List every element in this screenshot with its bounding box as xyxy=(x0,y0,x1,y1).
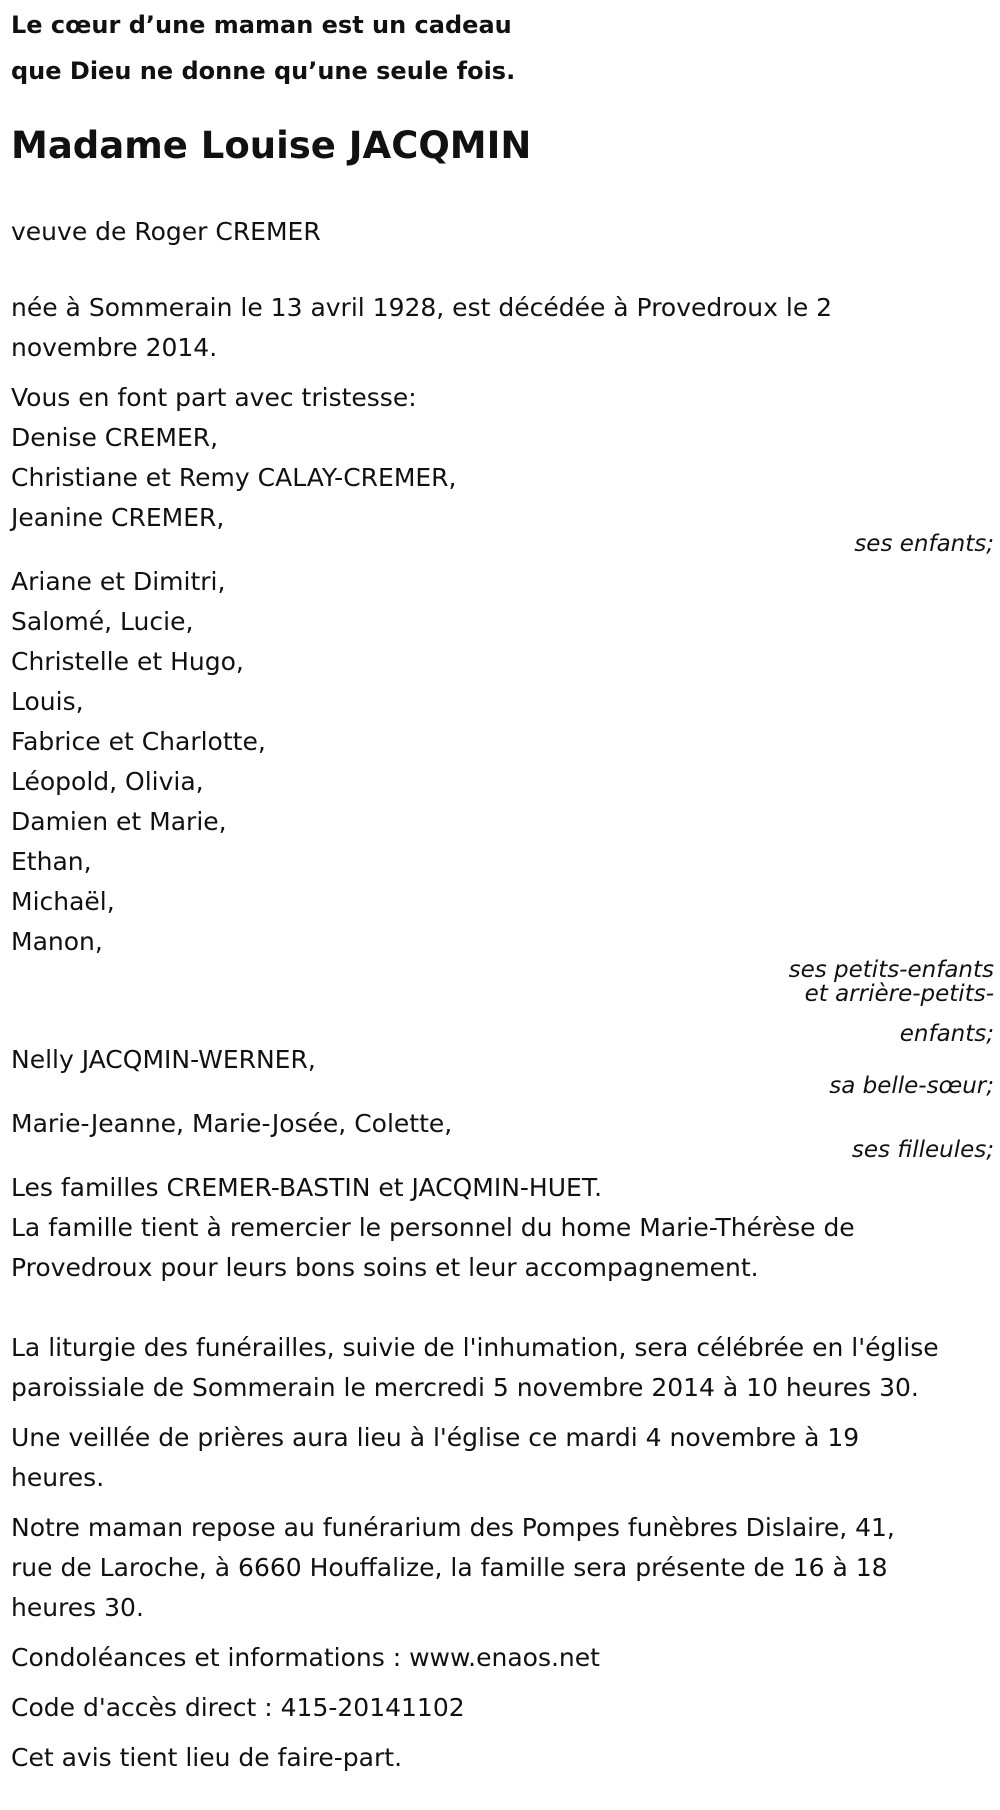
thanks-line: Provedroux pour leurs bons soins et leur accompagnement. xyxy=(11,1253,759,1282)
vigil-line: heures. xyxy=(11,1463,105,1492)
sister-in-law-line: Nelly JACQMIN-WERNER, xyxy=(11,1045,316,1074)
liturgy-line: La liturgie des funérailles, suivie de l'inhumation, sera célébrée en l'église xyxy=(11,1333,939,1362)
goddaughters-line: Marie-Jeanne, Marie-Josée, Colette, xyxy=(11,1109,453,1138)
goddaughters-label: ses filleules; xyxy=(851,1137,994,1163)
birth-death-statement xyxy=(11,288,996,368)
funeral-home-line: heures 30. xyxy=(11,1593,144,1622)
list-item: Christelle et Hugo, xyxy=(11,647,244,676)
funeral-home-paragraph xyxy=(11,1508,996,1628)
sister-in-law-label: sa belle-sœur; xyxy=(829,1073,994,1099)
thanks-paragraph xyxy=(11,1208,996,1288)
list-item: Jeanine CREMER, xyxy=(11,503,225,532)
obituary-notice xyxy=(11,0,996,1778)
grandchildren-label-line: enfants; xyxy=(899,1021,994,1047)
list-item: Léopold, Olivia, xyxy=(11,767,204,796)
grandchildren-label xyxy=(11,957,994,1047)
grandchildren-label-line: et arrière-petits- xyxy=(804,981,994,1007)
vigil-paragraph xyxy=(11,1418,996,1498)
list-item: Denise CREMER, xyxy=(11,423,219,452)
condolences-line: Condoléances et informations : www.enaos.net xyxy=(11,1643,600,1672)
list-item: Louis, xyxy=(11,687,84,716)
access-code-line: Code d'accès direct : 415-20141102 xyxy=(11,1693,465,1722)
quote-line: que Dieu ne donne qu’une seule fois. xyxy=(11,57,516,85)
intro-line: Vous en font part avec tristesse: xyxy=(11,383,417,412)
birth-line: novembre 2014. xyxy=(11,333,218,362)
list-item: Fabrice et Charlotte, xyxy=(11,727,266,756)
grandchildren-label-line: ses petits-enfants xyxy=(788,957,994,983)
notice-line: Cet avis tient lieu de faire-part. xyxy=(11,1743,403,1772)
list-item: Ariane et Dimitri, xyxy=(11,567,226,596)
list-item: Salomé, Lucie, xyxy=(11,607,194,636)
list-item: Damien et Marie, xyxy=(11,807,227,836)
vigil-line: Une veillée de prières aura lieu à l'église ce mardi 4 novembre à 19 xyxy=(11,1423,860,1452)
quote xyxy=(11,2,996,94)
funeral-home-line: rue de Laroche, à 6660 Houffalize, la famille sera présente de 16 à 18 xyxy=(11,1553,888,1582)
widow-line: veuve de Roger CREMER xyxy=(11,217,321,246)
deceased-name: Madame Louise JACQMIN xyxy=(11,124,532,167)
grandchildren-list xyxy=(11,562,996,962)
list-item: Christiane et Remy CALAY-CREMER, xyxy=(11,463,457,492)
children-label: ses enfants; xyxy=(854,531,994,557)
families-line: Les familles CREMER-BASTIN et JACQMIN-HUET. xyxy=(11,1173,603,1202)
quote-line: Le cœur d’une maman est un cadeau xyxy=(11,11,512,39)
children-list xyxy=(11,418,996,538)
list-item: Manon, xyxy=(11,927,103,956)
list-item: Ethan, xyxy=(11,847,92,876)
list-item: Michaël, xyxy=(11,887,115,916)
liturgy-line: paroissiale de Sommerain le mercredi 5 novembre 2014 à 10 heures 30. xyxy=(11,1373,919,1402)
liturgy-paragraph xyxy=(11,1328,996,1408)
funeral-home-line: Notre maman repose au funérarium des Pompes funèbres Dislaire, 41, xyxy=(11,1513,895,1542)
birth-line: née à Sommerain le 13 avril 1928, est décédée à Provedroux le 2 xyxy=(11,293,833,322)
thanks-line: La famille tient à remercier le personnel du home Marie-Thérèse de xyxy=(11,1213,855,1242)
